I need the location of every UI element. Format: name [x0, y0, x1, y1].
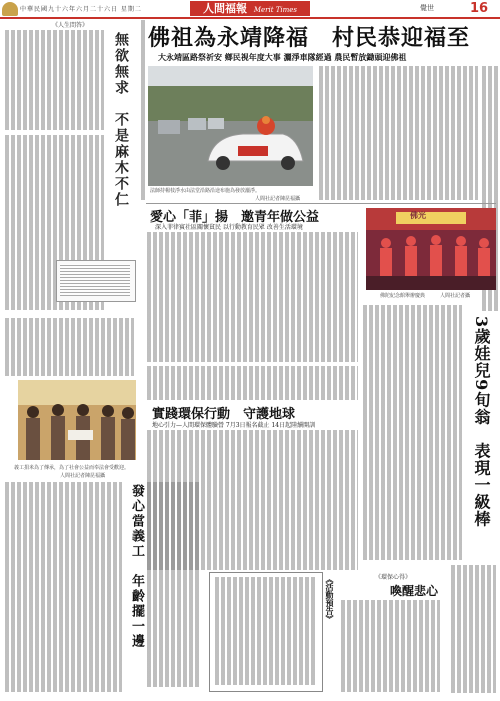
issue-date: 中華民國九十六年六月二十六日 星期二	[20, 6, 142, 13]
main-subhead: 大永靖區路祭祈安 鄉民視年度大事 灑淨車隊經過 農民暫放鋤頭迎佛祖	[158, 52, 407, 62]
dance-credit: 人間社記者攝	[440, 293, 471, 299]
bottom-right-text-a	[340, 600, 440, 692]
lotus-logo-icon	[2, 2, 18, 16]
main-story-text-b	[140, 20, 146, 200]
main-headline: 佛祖為永靖降福 村民恭迎福至	[148, 25, 471, 51]
dance-caption: 佛陀紀念館舉辦慶典	[380, 293, 426, 299]
temple-caption: 義工捐米為了傳承，為了社會公益而奉法會受歡迎。	[14, 465, 130, 471]
left-column-series-label: 《人生問答》	[52, 22, 89, 29]
left-column-title: 無欲無求 不是麻木不仁	[113, 32, 129, 208]
car-procession-image	[148, 66, 313, 186]
youth-story-text	[146, 232, 358, 362]
header-rule	[0, 17, 500, 19]
main-photo	[148, 66, 313, 186]
youth-subhead: 深入菲律賓社區關懷貧民 以行動教育民眾 改善生活環境	[155, 224, 303, 231]
dance-performance-image	[366, 208, 496, 290]
env-subhead: 地心引力—人間環保體驗營 7月3日報名截止 14日起陸續開訓	[152, 422, 316, 429]
dance-photo	[366, 208, 496, 290]
main-photo-credit: 人間社記者陳昆福攝	[255, 196, 301, 202]
child-story-text	[362, 305, 462, 560]
bottom-right-headline: 喚醒悲心	[390, 584, 439, 598]
page-number: 16	[470, 1, 489, 16]
main-photo-caption: 法師持楊枝淨水由法堂沿路沿途布施為發放灑淨。	[150, 188, 261, 194]
events-label: 《活動預告》	[325, 575, 335, 623]
section-name: 覺世	[420, 4, 434, 12]
bottom-right-series: 《環保心得》	[375, 574, 412, 581]
env-headline: 實踐環保行動 守護地球	[152, 407, 296, 422]
volunteer-headline: 發心當義工 年齡擺一邊	[129, 484, 144, 649]
volunteer-text-b	[146, 482, 201, 687]
bottom-right-text-b	[450, 565, 496, 693]
masthead-subtitle: Merit Times	[253, 6, 298, 14]
temple-credit: 人間社記者陳昆福攝	[60, 473, 106, 479]
left-column-text-c	[4, 318, 134, 376]
temple-crowd-image	[18, 380, 136, 460]
dance-banner: 佛光	[410, 210, 426, 220]
main-story-text-a	[318, 66, 478, 200]
env-story-text-a	[146, 366, 358, 400]
masthead-title: 人間福報	[202, 2, 247, 15]
events-text	[214, 577, 316, 685]
masthead	[190, 1, 310, 16]
divider-main	[146, 203, 496, 204]
youth-headline: 愛心「菲」揚 邀青年做公益	[150, 210, 320, 225]
temple-photo	[18, 380, 136, 460]
child-headline: 3歲娃兒9旬翁 表現一級棒	[472, 316, 491, 528]
left-column-box-text	[60, 264, 130, 296]
volunteer-text-a	[4, 482, 122, 692]
left-column-text-a	[4, 30, 104, 130]
